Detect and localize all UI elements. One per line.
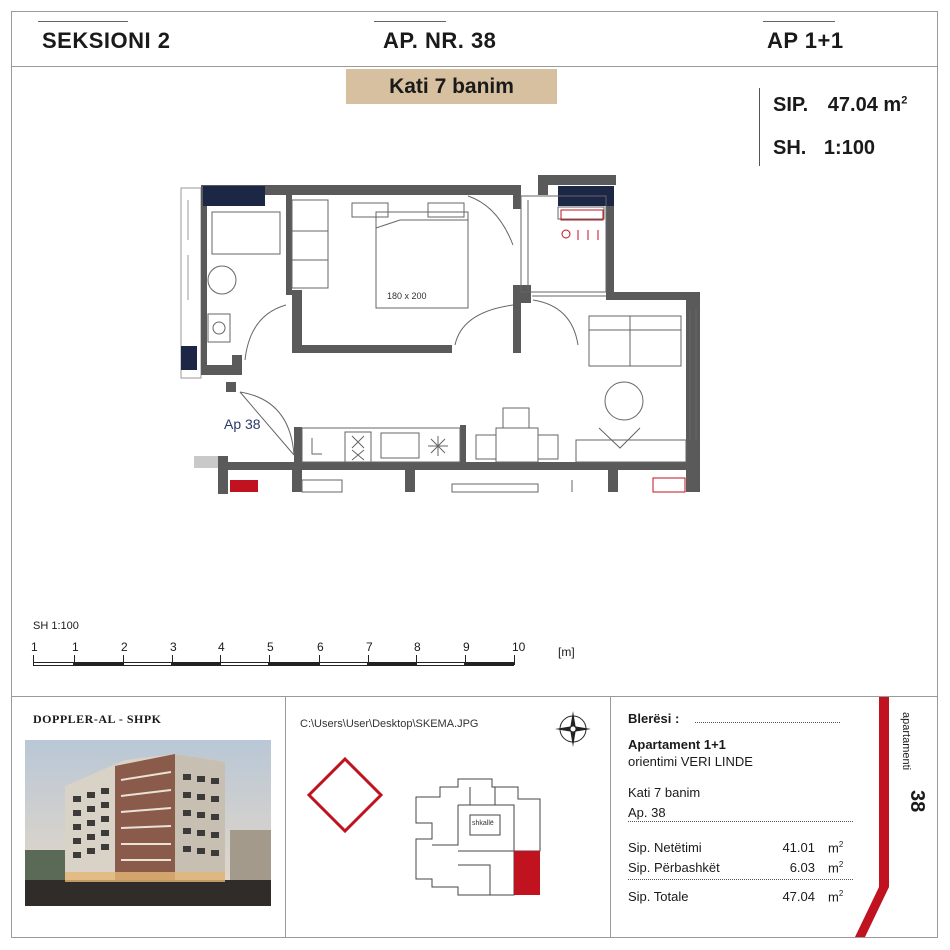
company-name: DOPPLER-AL - SHPK bbox=[33, 712, 162, 726]
row-common-unit bbox=[828, 860, 843, 875]
scale-tick-label: 9 bbox=[463, 640, 470, 654]
side-number-wrap bbox=[900, 790, 930, 830]
row-net-label: Sip. Netëtimi bbox=[628, 840, 702, 855]
row-net-unit bbox=[828, 840, 843, 855]
scale-title: SH 1:100 bbox=[33, 620, 79, 632]
unit-label: Ap 38 bbox=[224, 416, 261, 432]
area-sip-value: 47.04 bbox=[827, 94, 878, 116]
floor-footer: Kati 7 banim bbox=[628, 785, 701, 800]
scale-segment bbox=[33, 662, 74, 666]
area-sip-sup: 2 bbox=[901, 94, 908, 107]
apartment-type-footer: Apartament 1+1 bbox=[628, 737, 726, 752]
scale-segment bbox=[416, 662, 465, 666]
scale-tick-label: 3 bbox=[170, 640, 177, 654]
scale-tick-label: 1 bbox=[72, 640, 79, 654]
scale-segment bbox=[269, 662, 319, 666]
row-common-value: 6.03 bbox=[789, 860, 815, 875]
row-common-label: Sip. Përbashkët bbox=[628, 860, 720, 875]
red-shaft bbox=[230, 480, 258, 492]
row-total-unit-sup: 2 bbox=[838, 889, 844, 898]
floor-badge: Kati 7 banim bbox=[346, 69, 557, 104]
scale-tick-label: 7 bbox=[366, 640, 373, 654]
compass-icon bbox=[553, 709, 593, 749]
area-sip-unit: m bbox=[883, 94, 902, 116]
scale-segment bbox=[368, 662, 416, 666]
side-label: apartamenti bbox=[900, 712, 912, 771]
scale-segment bbox=[319, 662, 368, 666]
diamond-icon bbox=[305, 755, 385, 835]
apartment-type: AP 1+1 bbox=[767, 28, 844, 53]
scale-unit: [m] bbox=[558, 645, 575, 659]
section-title: SEKSIONI 2 bbox=[42, 28, 171, 53]
building-render bbox=[25, 740, 271, 906]
row-common-unit-m: m bbox=[828, 860, 839, 876]
total-dotted-line bbox=[628, 879, 853, 880]
scale-segment bbox=[220, 662, 269, 666]
area-scale-value: 1:100 bbox=[823, 137, 876, 159]
row-net-unit-sup: 2 bbox=[838, 840, 844, 849]
footer-col-divider-2 bbox=[610, 696, 611, 938]
row-total-value: 47.04 bbox=[782, 889, 815, 904]
ap-footer: Ap. 38 bbox=[628, 805, 666, 820]
row-common-unit-sup: 2 bbox=[838, 860, 844, 869]
buyer-label: Blerësi : bbox=[628, 711, 680, 726]
scale-tick bbox=[514, 655, 515, 665]
dark-block-1 bbox=[203, 186, 265, 206]
bed-label: 180 x 200 bbox=[387, 291, 427, 301]
scale-tick-label: 8 bbox=[414, 640, 421, 654]
scale-segment bbox=[123, 662, 172, 666]
buyer-dotted-line bbox=[695, 722, 840, 723]
area-scale-label: SH. bbox=[773, 137, 807, 159]
scale-tick-label: 6 bbox=[317, 640, 324, 654]
scale-segment bbox=[465, 662, 514, 666]
scale-tick-label: 5 bbox=[267, 640, 274, 654]
scale-segment bbox=[74, 662, 123, 666]
row-total-unit bbox=[828, 889, 843, 904]
row-total-unit-m: m bbox=[828, 889, 839, 905]
key-plan bbox=[410, 775, 545, 900]
scale-tick-label: 2 bbox=[121, 640, 128, 654]
file-path: C:\Users\User\Desktop\SKEMA.JPG bbox=[300, 718, 479, 730]
dark-block-3 bbox=[181, 346, 197, 370]
footer-col-divider-1 bbox=[285, 696, 286, 938]
ap-dotted-line bbox=[628, 821, 853, 822]
scale-bar bbox=[31, 640, 526, 670]
scale-tick-label: 4 bbox=[218, 640, 225, 654]
area-sip-label: SIP. bbox=[773, 94, 809, 116]
row-net-unit-m: m bbox=[828, 840, 839, 856]
apartment-number: AP. NR. 38 bbox=[383, 28, 497, 53]
walls bbox=[201, 175, 700, 494]
scale-tick-label: 1 bbox=[31, 640, 38, 654]
keyplan-label: shkallë bbox=[472, 820, 494, 827]
side-number: 38 bbox=[906, 790, 928, 813]
scale-segment bbox=[172, 662, 220, 666]
row-total-label: Sip. Totale bbox=[628, 889, 689, 904]
scale-tick-label: 10 bbox=[512, 640, 526, 654]
red-outline bbox=[653, 478, 685, 492]
orientation: orientimi VERI LINDE bbox=[628, 754, 753, 769]
side-label-wrap bbox=[888, 712, 928, 792]
row-net-value: 41.01 bbox=[782, 840, 815, 855]
